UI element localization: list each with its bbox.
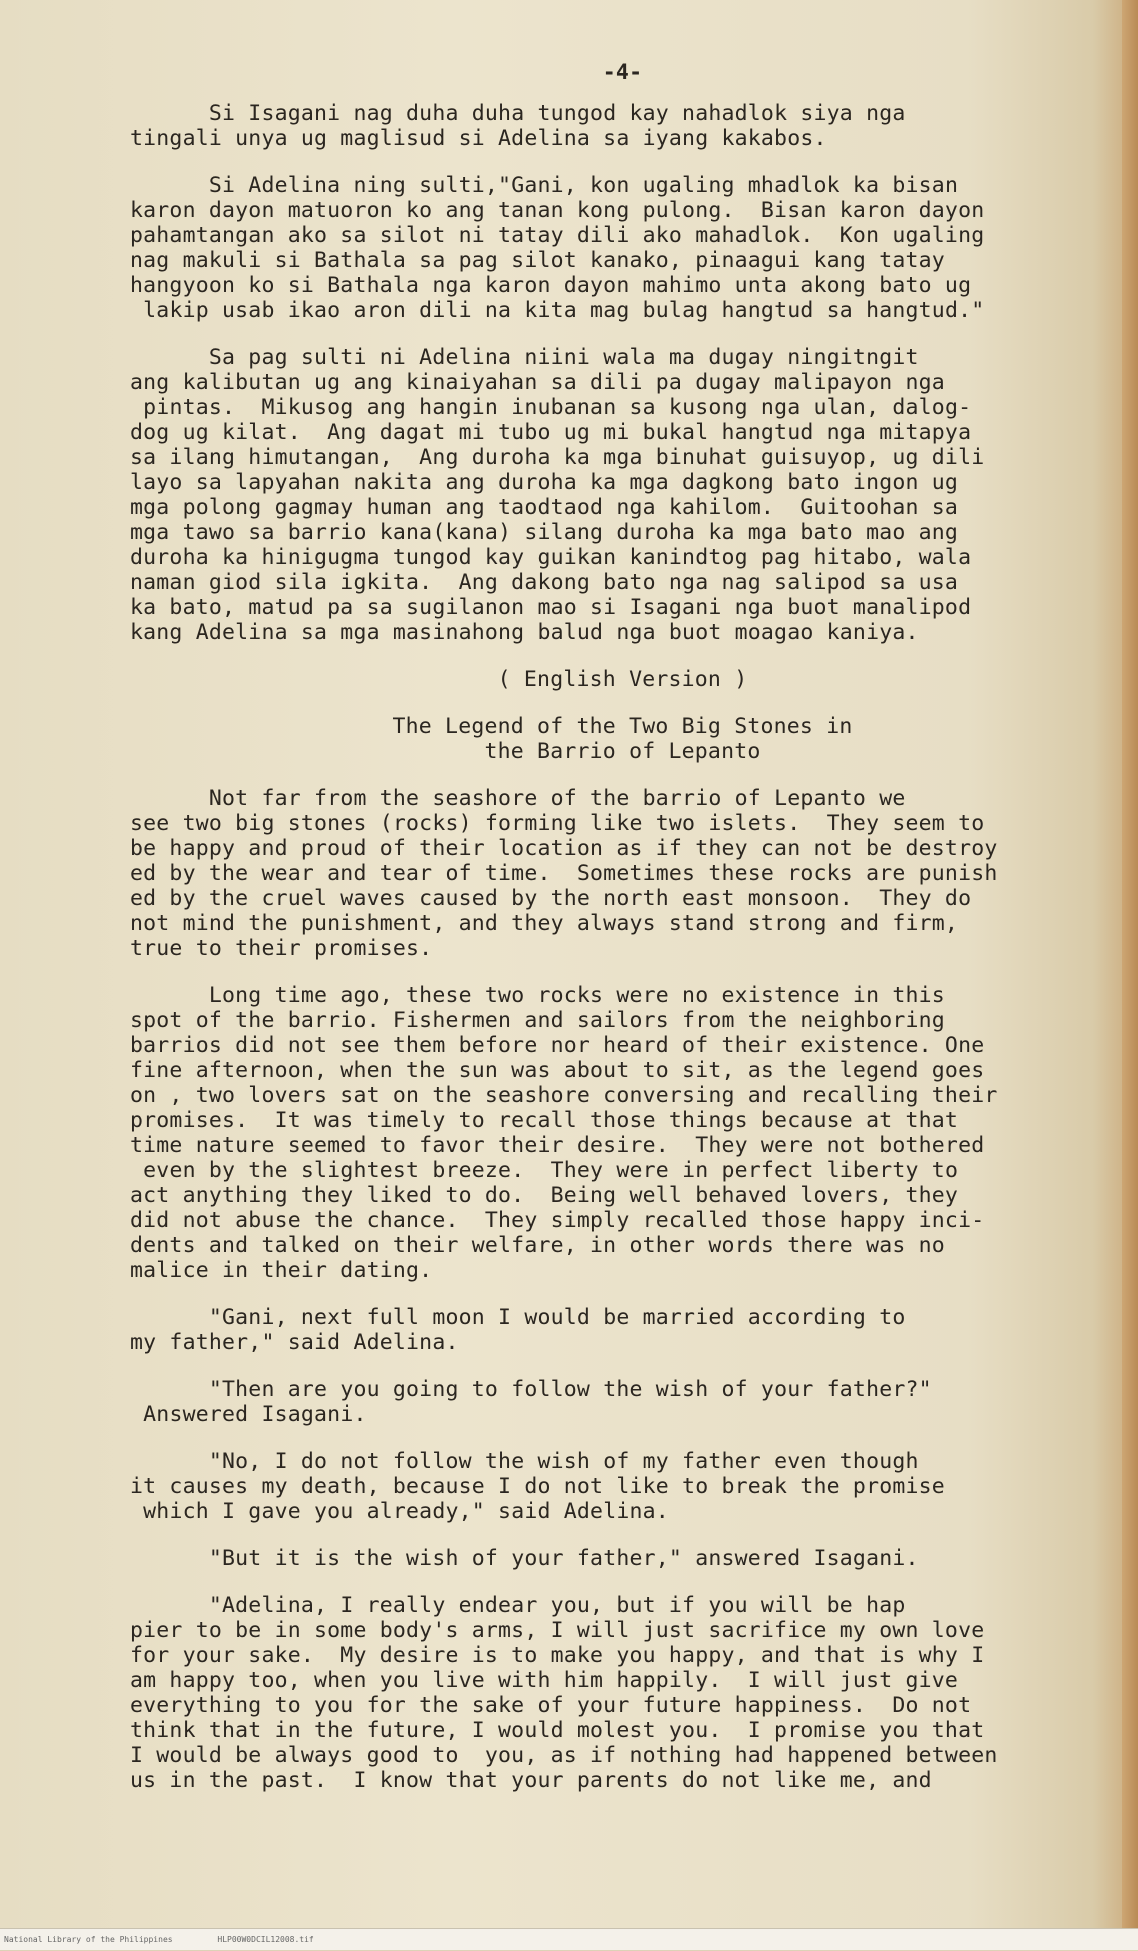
scan-footer (0, 1928, 1138, 1950)
typed-document (130, 60, 1115, 1815)
page-number: -4- (602, 60, 643, 85)
paragraph-9: "But it is the wish of your father," answered Isagani. (130, 1546, 919, 1571)
paragraph-4: Not far from the seashore of the barrio of Lepanto we see two big stones (rocks) forming like two islets. They seem to be happy and proud of their location as if they can not be destroy ed by the wear and tear of time. Sometimes these rocks are punish ed by the cruel waves caused by the north east monsoon. They do not mind the punishment, and they always stand strong and firm, true to their promises. (130, 786, 998, 961)
paragraph-2: Si Adelina ning sulti,"Gani, kon ugaling mhadlok ka bisan karon dayon matuoron ko ang tanan kong pulong. Bisan karon dayon pahamtangan ako sa silot ni tatay dili ako mahadlok. Kon ugaling nag makuli si Bathala sa pag silot kanako, pinaagui kang tatay hangyoon ko si Bathala nga karon dayon mahimo unta akong bato ug lakip usab ikao aron dili na kita mag bulag hangtud sa hangtud." (130, 173, 985, 323)
paragraph-7: "Then are you going to follow the wish of your father?" Answered Isagani. (143, 1377, 932, 1427)
paragraph-10: "Adelina, I really endear you, but if you will be hap pier to be in some body's arms, I will just sacrifice my own love for your sake. My desire is to make you happy, and that is why I am happy too, when you live with him happily. I will just give everything to you for the sake of your future happiness. Do not think that in the future, I would molest you. I promise you that I would be always good to you, as if nothing had happened between us in the past. I know that your parents do not like me, and (130, 1593, 998, 1793)
legend-title: The Legend of the Two Big Stones in the Barrio of Lepanto (392, 714, 853, 764)
paragraph-1: Si Isagani nag duha duha tungod kay nahadlok siya nga tingali unya ug maglisud si Adelina sa iyang kakabos. (130, 101, 906, 151)
paragraph-5: Long time ago, these two rocks were no existence in this spot of the barrio. Fishermen and sailors from the neighboring barrios did not see them before nor heard of their existence. One fine afternoon, when the sun was about to sit, as the legend goes on , two lovers sat on the seashore conversing and recalling their promises. It was timely to recall those things because at that time nature seemed to favor their desire. They were not bothered even by the slightest breeze. They were in perfect liberty to act anything they liked to do. Being well behaved lovers, they did not abuse the chance. They simply recalled those happy inci- dents and talked on their welfare, in other words there was no malice in their dating. (130, 983, 998, 1283)
paper-edge (1122, 0, 1138, 1950)
paragraph-3: Sa pag sulti ni Adelina niini wala ma dugay ningitngit ang kalibutan ug ang kinaiyahan sa dili pa dugay malipayon nga pintas. Mikusog ang hangin inubanan sa kusong nga ulan, dalog- dog ug kilat. Ang dagat mi tubo ug mi bukal hangtud nga mitapya sa ilang himutangan, Ang duroha ka mga binuhat guisuyop, ug dili layo sa lapyahan nakita ang duroha ka mga dagkong bato ingon ug mga polong gagmay human ang taodtaod nga kahilom. Guitoohan sa mga tawo sa barrio kana(kana) silang duroha ka mga bato mao ang duroha ka hinigugma tungod kay guikan kanindtog pag hitabo, wala naman giod sila igkita. Ang dakong bato nga nag salipod sa usa ka bato, matud pa sa sugilanon mao si Isagani nga buot manalipod kang Adelina sa mga masinahong balud nga buot moagao kaniya. (130, 345, 985, 645)
footer-file-id: HLP00W0DCIL12008.tif (217, 1935, 314, 1944)
english-version-label: ( English Version ) (497, 667, 748, 692)
footer-library: National Library of the Philippines (4, 1935, 173, 1944)
paragraph-8: "No, I do not follow the wish of my father even though it causes my death, because I do not like to break the promise which I gave you already," said Adelina. (130, 1449, 945, 1524)
paragraph-6: "Gani, next full moon I would be married according to my father," said Adelina. (130, 1305, 906, 1355)
